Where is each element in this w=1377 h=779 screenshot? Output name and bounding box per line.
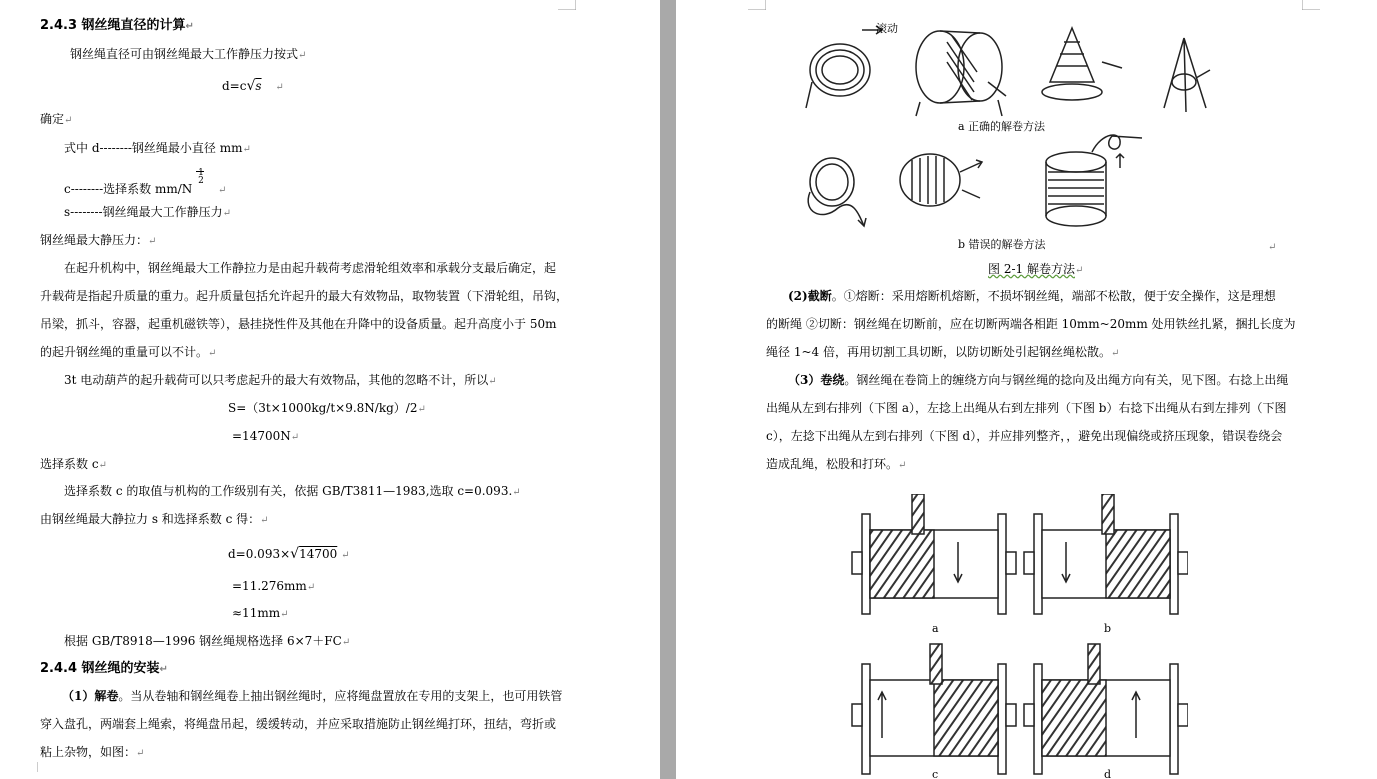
para1-line3: 吊梁，抓斗，容器，起重机磁铁等），悬挂挠性件及其他在升降中的设备质量。起升高度小于 50m [40,317,557,331]
crop-mark-top-left [748,0,766,10]
drum-c [852,644,1016,774]
where-s-line: s--------钢丝绳最大工作静压力↵ [64,205,231,219]
coil-rolling-illustration [806,26,882,108]
tripod-illustration [1164,38,1210,112]
caption-a-correct: a 正确的解卷方法 [958,120,1046,133]
paragraph-mark: ↵ [1268,242,1277,253]
unwind-line3: 粘上杂物，如图：↵ [40,745,145,759]
determine-text: 确定↵ [40,112,73,126]
heading-2-4-3: 2.4.3 钢丝绳直径的计算↵ [40,18,194,33]
document-page-right[interactable] [676,0,1377,779]
select-c-label: 选择系数 c↵ [40,457,107,471]
figure-drum-winding [848,494,1188,779]
wind-line1: （3）卷绕。钢丝绳在卷筒上的缠绕方向与钢丝绳的捻向及出绳方向有关，见下图。右捻上出绳 [788,373,1289,387]
figure-title: 图 2-1 解卷方法↵ [988,262,1084,276]
heading-2-4-4: 2.4.4 钢丝绳的安装↵ [40,661,168,676]
crop-mark-top-right [558,0,576,10]
drum-a [852,494,1016,614]
cut-line3: 绳径 1~4 倍，再用切割工具切断，以防切断处引起钢丝绳松散。↵ [766,345,1120,359]
drum-c-label: c [932,768,939,779]
calc-s-line1: S=（3t×1000kg/t×9.8N/kg）/2↵ [228,401,426,415]
formula-d-c-sqrt-s: d=c√s ↵ [222,78,284,94]
para1-line1: 在起升机构中，钢丝绳最大工作静拉力是由起升载荷考虑滑轮组效率和承载分支最后确定，起 [64,261,557,275]
cone-stand-illustration [1042,28,1122,100]
drum-d-label: d [1104,768,1112,779]
cut-line1: (2)截断。①熔断：采用熔断机熔断，不损坏钢丝绳，端部不松散，便于安全操作，这是理想 [788,289,1276,303]
calc-s-line2: =14700N↵ [232,429,300,443]
select-c-para: 选择系数 c 的取值与机构的工作级别有关，依据 GB/T3811—1983,选取 c=0.093.↵ [64,484,521,498]
unwind-line2: 穿入盘孔，两端套上绳索，将绳盘吊起，缓缓转动，并应采取措施防止钢丝绳打环，扭结，弯折或 [40,717,557,731]
coil-side-pull-illustration [900,154,982,206]
wind-line4: 造成乱绳，松股和打环。↵ [766,457,907,471]
select-rope-line: 根据 GB/T8918—1996 钢丝绳规格选择 6×7＋FC↵ [64,634,351,648]
page-gutter [660,0,676,779]
calc-d-line3: ≈11mm↵ [232,606,289,620]
drum-b [1024,494,1188,614]
calc-d-line1: d=0.093×√14700 ↵ [228,546,350,562]
unwind-line1: （1）解卷。当从卷轴和钢丝绳卷上抽出钢丝绳时，应将绳盘置放在专用的支架上，也可用铁管 [62,689,563,703]
wind-line2: 出绳从左到右排列（下图 a），左捻上出绳从右到左排列（下图 b）右捻下出绳从右到左排列（下图 [766,401,1287,415]
max-static-label: 钢丝绳最大静压力：↵ [40,233,157,247]
caption-b-wrong: b 错误的解卷方法 [958,238,1046,251]
para1-line2: 升载荷是指起升质量的重力。起升质量包括允许起升的最大有效物品，取物装置（下滑轮组，吊钩， [40,289,569,303]
calc-d-line2: =11.276mm↵ [232,579,316,593]
kinked-coil-illustration [808,158,866,226]
drum-d [1024,644,1188,774]
crop-mark-bottom-left [20,762,38,772]
where-d-line: 式中 d--------钢丝绳最小直径 mm↵ [64,141,251,155]
from-s-c-line: 由钢丝绳最大静拉力 s 和选择系数 c 得：↵ [40,512,269,526]
para2-line: 3t 电动葫芦的起升载荷可以只考虑起升的最大有效物品，其他的忽略不计，所以↵ [64,373,497,387]
drum-a-label: a [932,622,939,635]
intro-text: 钢丝绳直径可由钢丝绳最大工作静压力按式↵ [70,47,307,61]
crop-mark-top-right [1302,0,1320,10]
drum-b-label: b [1104,622,1112,635]
document-page-left[interactable] [0,0,660,779]
reel-stand-illustration [916,31,1006,116]
wind-line3: c），左捻下出绳从左到右排列（下图 d），并应排列整齐，，避免出现偏绕或挤压现象，错误卷绕会 [766,429,1283,443]
figure-unwinding-methods [802,12,1212,254]
where-c-line: c--------选择系数 mm/N 1 2 ↵ [64,168,227,196]
roll-label: 滚动 [876,22,898,35]
cut-line2: 的断绳 ②切断：钢丝绳在切断前，应在切断两端各相距 10mm~20mm 处用铁丝扎紧，捆扎长度为 [766,317,1296,331]
para1-line4: 的起升钢丝绳的重量可以不计。↵ [40,345,217,359]
reel-top-pull-illustration [1046,135,1142,226]
